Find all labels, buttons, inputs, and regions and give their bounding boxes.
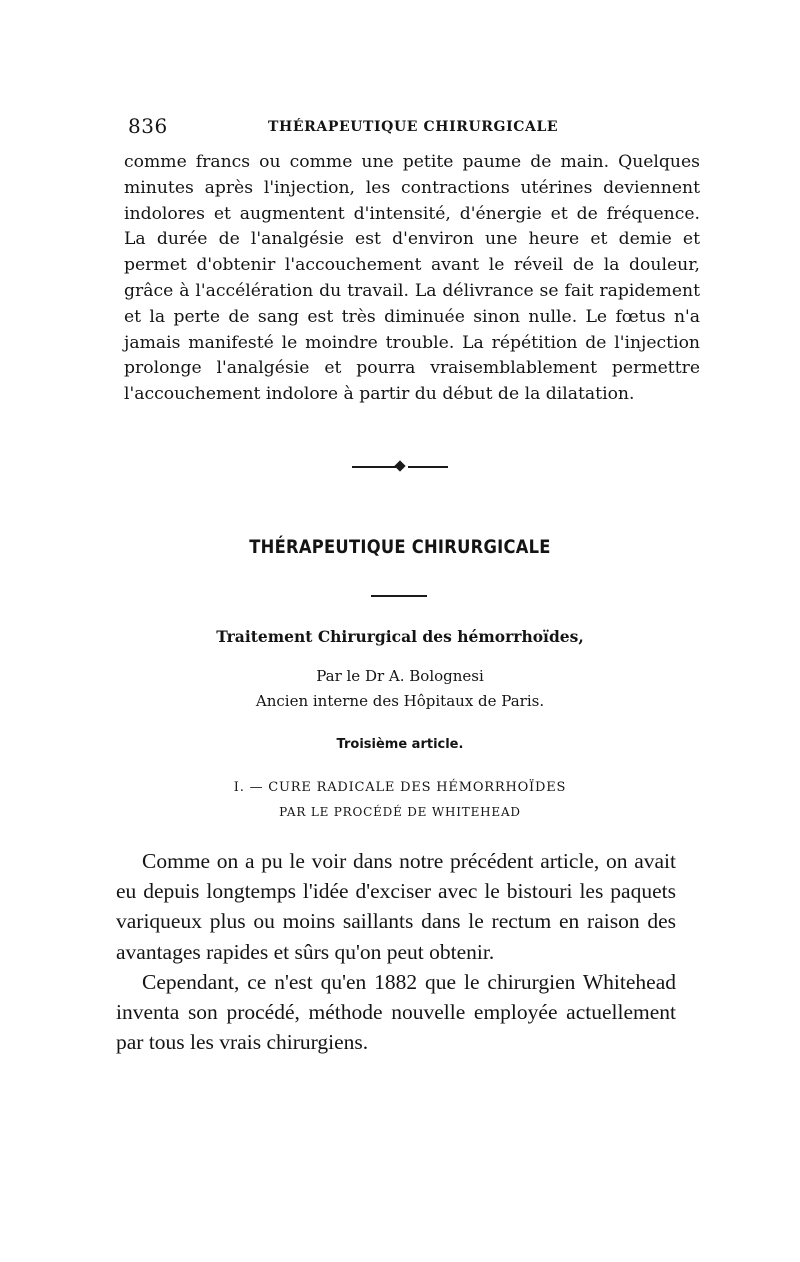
- article-body: [116, 846, 676, 1057]
- section-heading: THÉRAPEUTIQUE CHIRURGICALE: [249, 536, 551, 558]
- subheading-line-2: PAR LE PROCÉDÉ DE WHITEHEAD: [279, 805, 521, 819]
- heading-rule: [371, 595, 427, 597]
- paragraph: comme francs ou comme une petite paume de main. Quelques minutes après l'injection, les contractions utérines deviennent indolores et augmentent d'intensité, d'énergie et de fréquence. La durée de l'analgésie est d'environ une heure et demie et permet d'obtenir l'accouchement avant le réveil de la douleur, grâce à l'accélération du travail. La délivrance se fait rapidement et la perte de sang est très diminuée sinon nulle. Le fœtus n'a jamais manifesté le moindre trouble. La répétition de l'injection prolonge l'analgésie et pourra vraisemblablement permettre l'accouchement indolore à partir du début de la dilatation.: [124, 152, 700, 405]
- paragraph: Comme on a pu le voir dans notre précédent article, on avait eu depuis longtemps l'idée d'exciser avec le bistouri les paquets variqueux plus ou moins saillants dans le rectum en raison des avantages rapides et sûrs qu'on peut obtenir.: [116, 849, 676, 964]
- article-title: Traitement Chirurgical des hémorrhoïdes,: [216, 627, 584, 646]
- article-part: Troisième article.: [336, 737, 464, 752]
- article-author: Par le Dr A. Bolognesi: [316, 667, 484, 685]
- paragraph: Cependant, ce n'est qu'en 1882 que le chirurgien Whitehead inventa son procédé, méthode nouvelle employée actuellement par tous les vrais chirurgiens.: [116, 969, 676, 1055]
- article-affiliation: Ancien interne des Hôpitaux de Paris.: [255, 692, 545, 710]
- previous-article-text: [124, 150, 700, 408]
- running-title: THÉRAPEUTIQUE CHIRURGICALE: [268, 119, 559, 135]
- ornament-divider: [352, 461, 452, 473]
- page-number: 836: [128, 114, 168, 138]
- subheading-line-1: I. — CURE RADICALE DES HÉMORRHOÏDES: [233, 780, 567, 795]
